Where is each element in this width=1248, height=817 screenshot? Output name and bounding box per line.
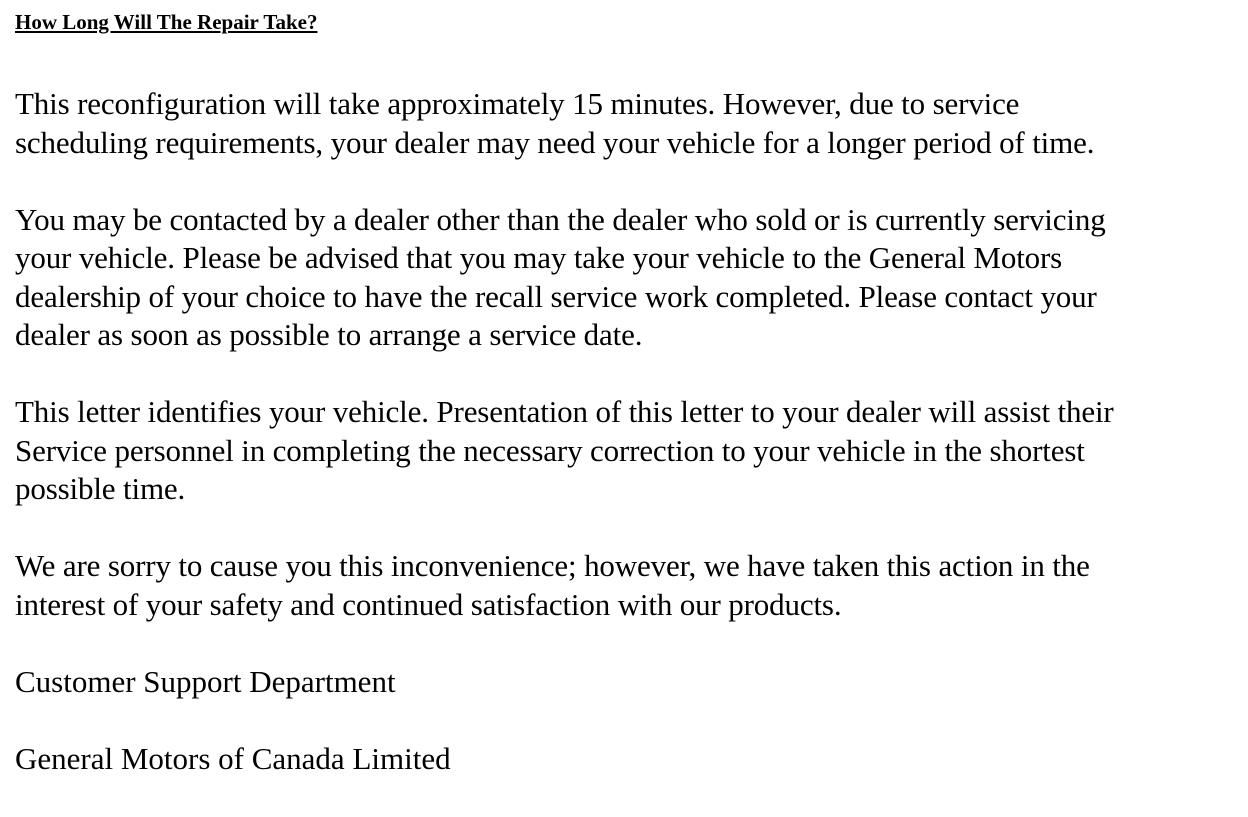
paragraph-dealer-contact: You may be contacted by a dealer other than the dealer who sold or is currently servicing your vehicle. Please be advised that you may take your vehicle to the General Motors dealership of your choice to have the recall service work completed. Please contact your dealer as soon as possible to arrange a service date. <box>15 201 1106 352</box>
paragraph-repair-duration: This reconfiguration will take approximately 15 minutes. However, due to service scheduling requirements, your dealer may need your vehicle for a longer period of time. <box>15 86 1095 160</box>
signature-department: Customer Support Department <box>15 663 396 699</box>
section-heading: How Long Will The Repair Take? <box>15 10 318 34</box>
paragraph-apology: We are sorry to cause you this inconvenience; however, we have taken this action in the interest of your safety and continued satisfaction with our products. <box>15 548 1090 622</box>
letter-page <box>15 8 1240 817</box>
signature-company: General Motors of Canada Limited <box>15 740 451 776</box>
paragraph-letter-identification: This letter identifies your vehicle. Presentation of this letter to your dealer will assist their Service personnel in completing the necessary correction to your vehicle in the shortest possible time. <box>15 394 1114 506</box>
